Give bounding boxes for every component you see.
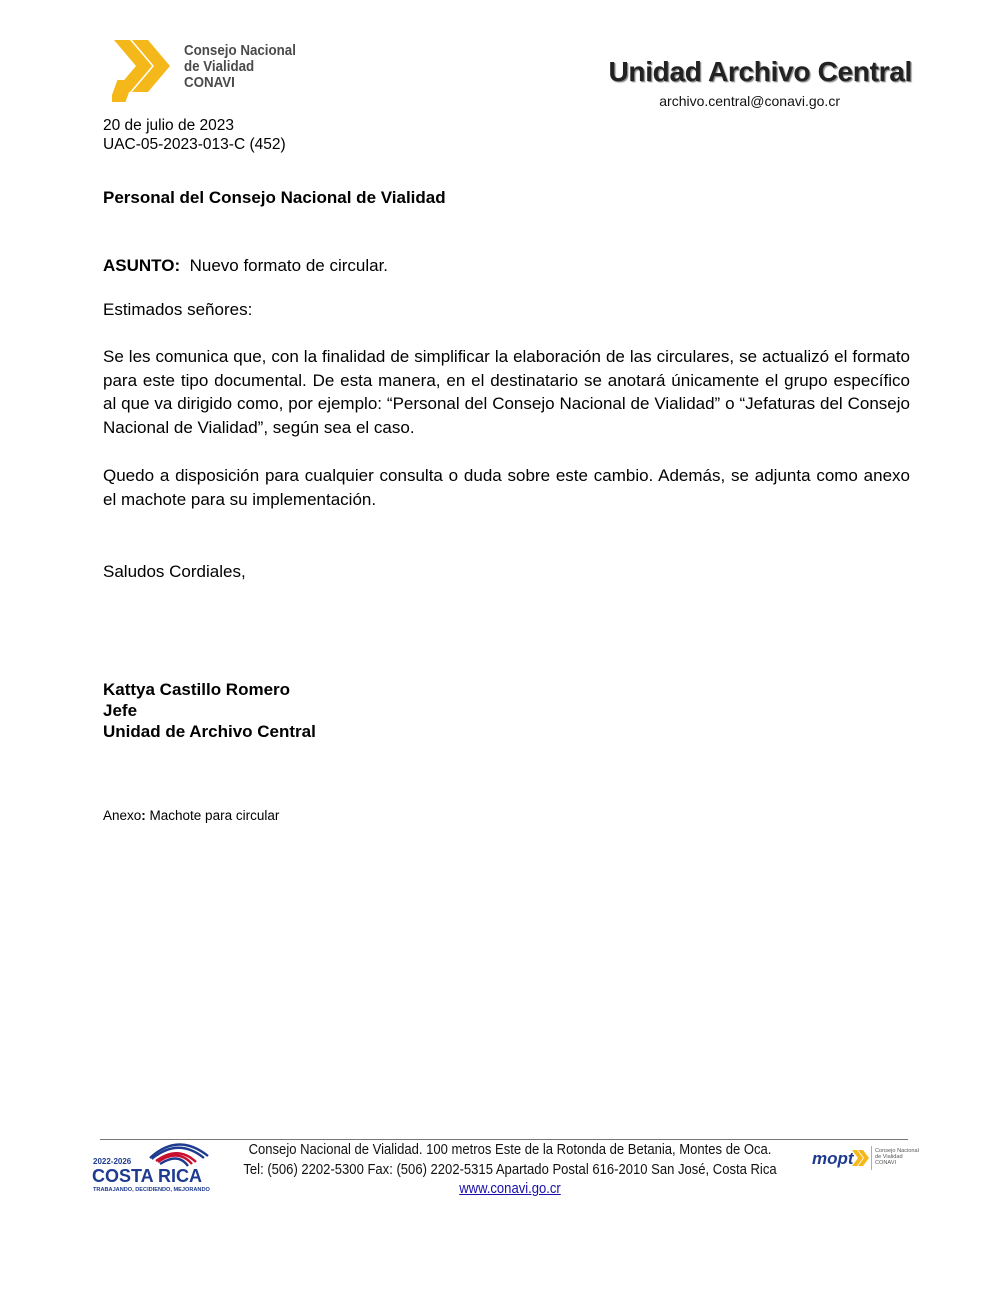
unit-title: Unidad Archivo Central	[608, 56, 912, 87]
document-meta	[103, 116, 286, 154]
signer-position: Jefe	[103, 701, 138, 720]
logo-line-1: Consejo Nacional	[184, 43, 296, 59]
greeting: Estimados señores:	[103, 300, 253, 319]
unit-email: archivo.central@conavi.go.cr	[659, 93, 840, 109]
cr-logo-tagline: TRABAJANDO, DECIDIENDO, MEJORANDO	[93, 1187, 210, 1193]
footer-address	[240, 1141, 780, 1200]
annex-text: Machote para circular	[145, 808, 280, 823]
signer-unit: Unidad de Archivo Central	[103, 722, 316, 741]
paragraph-1: Se les comunica que, con la finalidad de simplificar la elaboración de las circulares, se actualizó el formato para este tipo documental. De esta manera, en el destinatario se anotará únicamente el grupo específico al que va dirigido como, por ejemplo: “Personal del Consejo Nacional de Vialidad” o “Jefaturas del Consejo Nacional de Vialidad”, según sea el caso.	[103, 347, 910, 437]
document-date: 20 de julio de 2023	[103, 117, 235, 134]
logo-line-2: de Vialidad	[184, 59, 255, 75]
cr-logo-name: COSTA RICA	[92, 1166, 202, 1186]
mopt-text: mopt	[812, 1149, 854, 1168]
mopt-line-2: de Vialidad	[875, 1154, 903, 1160]
signer-name: Kattya Castillo Romero	[103, 680, 291, 699]
footer-divider	[100, 1139, 908, 1140]
mopt-line-1: Consejo Nacional	[875, 1148, 919, 1154]
annex-label: Anexo	[103, 808, 142, 823]
footer-line-2: Tel: (506) 2202-5300 Fax: (506) 2202-5315 Apartado Postal 616-2010 San José, Costa Rica	[243, 1161, 777, 1178]
document-reference: UAC-05-2023-013-C (452)	[103, 136, 286, 153]
cr-logo-years: 2022-2026	[93, 1157, 132, 1166]
recipient: Personal del Consejo Nacional de Vialidad	[103, 188, 446, 207]
conavi-logo-text	[184, 43, 296, 91]
closing: Saludos Cordiales,	[103, 562, 246, 581]
mopt-conavi-logo	[810, 1142, 920, 1174]
annex-separator: :	[141, 808, 146, 823]
subject-text: Nuevo formato de circular.	[189, 256, 389, 275]
footer-line-1: Consejo Nacional de Vialidad. 100 metros Este de la Rotonda de Betania, Montes de Oca.	[248, 1142, 772, 1158]
mopt-chevrons-icon	[852, 1150, 869, 1166]
website-link[interactable]: www.conavi.go.cr	[459, 1181, 561, 1197]
conavi-chevrons-icon	[112, 40, 170, 102]
flag-arc-icon	[150, 1144, 208, 1166]
mopt-line-3: CONAVI	[875, 1160, 897, 1166]
subject-label: ASUNTO:	[103, 256, 181, 275]
paragraph-2: Quedo a disposición para cualquier consulta o duda sobre este cambio. Además, se adjunta como anexo el machote para su implementación.	[103, 466, 910, 509]
subject-line	[103, 254, 910, 278]
annex-note	[103, 808, 279, 823]
costa-rica-logo	[90, 1134, 212, 1196]
mopt-logo-divider	[871, 1146, 872, 1170]
signature-block	[103, 679, 910, 742]
logo-line-3: CONAVI	[184, 75, 235, 91]
